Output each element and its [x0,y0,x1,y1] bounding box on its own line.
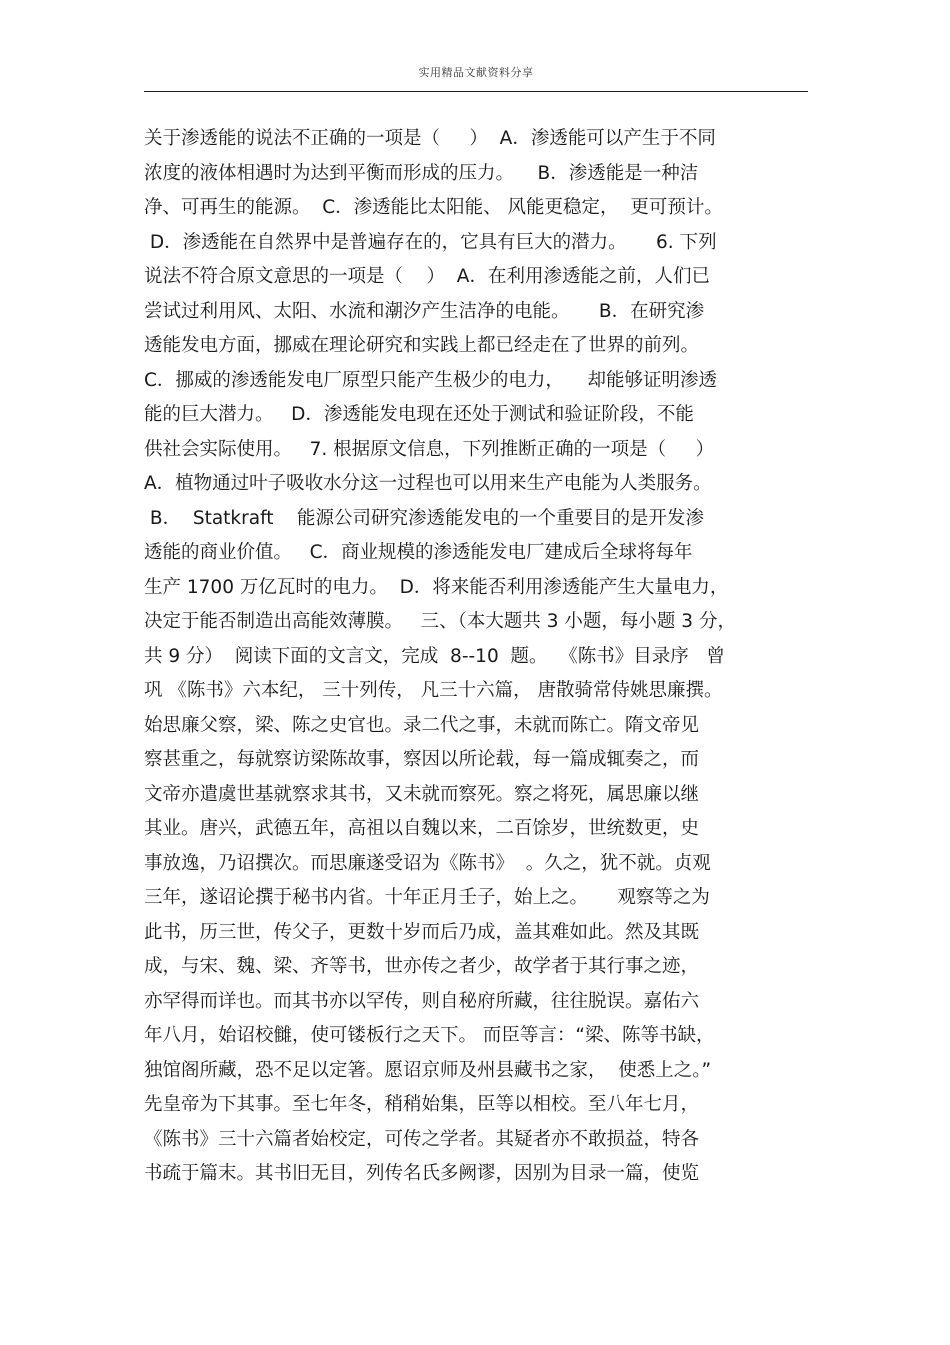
text-line: 先皇帝为下其事。至七年冬，稍稍始集，臣等以相校。至八年七月， [144,1094,700,1115]
text-line: D．渗透能在自然界中是普遍存在的，它具有巨大的潜力。 6. 下列 [144,231,717,253]
text-line: 事放逸，乃诏撰次。而思廉遂受诏为《陈书》 。久之，犹不就。贞观 [144,852,711,874]
text-line: 《陈书》三十六篇者始校定，可传之学者。其疑者亦不敢损益，特各 [144,1128,700,1150]
page-header: 实用精品文献资料分享 [418,66,534,79]
text-line: 成，与宋、魏、梁、齐等书，世亦传之者少，故学者于其行事之迹， [144,956,700,977]
text-line: 能的巨大潜力。 D．渗透能发电现在还处于测试和验证阶段，不能 [144,404,694,425]
text-line: C．挪威的渗透能发电厂原型只能产生极少的电力， 却能够证明渗透 [144,369,717,391]
text-line: 说法不符合原文意思的一项是（ ） A．在利用渗透能之前，人们已 [144,266,710,287]
text-line: 关于渗透能的说法不正确的一项是（ ） A．渗透能可以产生于不同 [144,128,716,149]
text-line: 此书，历三世，传父子，更数十岁而后乃成，盖其难如此。然及其既 [144,921,700,943]
text-line: 决定于能否制造出高能效薄膜。 三、（本大题共 3 小题，每小题 3 分， [144,611,736,632]
text-line: A．植物通过叶子吸收水分这一过程也可以用来生产电能为人类服务。 [144,473,712,494]
text-line: 三年，遂诏论撰于秘书内省。十年正月壬子，始上之。 观察等之为 [144,887,710,908]
text-line: 书疏于篇末。其书旧无目，列传名氏多阙谬，因别为目录一篇，使览 [144,1163,700,1184]
text-line: 文帝亦遣虞世基就察求其书，又未就而察死。察之将死，属思廉以继 [144,783,700,805]
text-line: 生产 1700 万亿瓦时的电力。 D．将来能否利用渗透能产生大量电力， [144,576,729,598]
header-divider [144,91,808,92]
document-body [144,122,824,1192]
text-line: 净、可再生的能源。 C．渗透能比太阳能、 风能更稳定， 更可预计。 [144,197,723,218]
text-line: 透能的商业价值。 C．商业规模的渗透能发电厂建成后全球将每年 [144,542,693,563]
text-line: 尝试过利用风、太阳、水流和潮汐产生洁净的电能。 B．在研究渗 [144,300,705,322]
text-line: 其业。唐兴，武德五年，高祖以自魏以来，二百馀岁，世统数更，史 [144,818,700,839]
text-line: 供社会实际使用。 7. 根据原文信息，下列推断正确的一项是（ ） [144,438,715,460]
text-line: B． Statkraft 能源公司研究渗透能发电的一个重要目的是开发渗 [144,507,705,529]
text-line: 透能发电方面，挪威在理论研究和实践上都已经走在了世界的前列。 [144,335,700,356]
text-line: 浓度的液体相遇时为达到平衡而形成的压力。 B．渗透能是一种洁 [144,162,699,184]
text-line: 巩 《陈书》六本纪， 三十列传， 凡三十六篇， 唐散骑常侍姚思廉撰。 [144,680,723,701]
text-line: 独馆阁所藏，恐不足以定箸。愿诏京师及州县藏书之家， 使悉上之。” [144,1059,712,1081]
text-line: 始思廉父察，梁、陈之史官也。录二代之事，未就而陈亡。隋文帝见 [144,714,700,736]
text-line: 亦罕得而详也。而其书亦以罕传，则自秘府所藏，往往脱误。嘉佑六 [144,990,700,1012]
text-line: 年八月，始诏校雠，使可镂板行之天下。 而臣等言：“梁、陈等书缺， [144,1025,715,1046]
text-line: 共 9 分） 阅读下面的文言文，完成 8--10 题。 《陈书》目录序 曾 [144,645,725,667]
text-line: 察甚重之，每就察访梁陈故事，察因以所论载，每一篇成辄奏之，而 [144,749,700,770]
